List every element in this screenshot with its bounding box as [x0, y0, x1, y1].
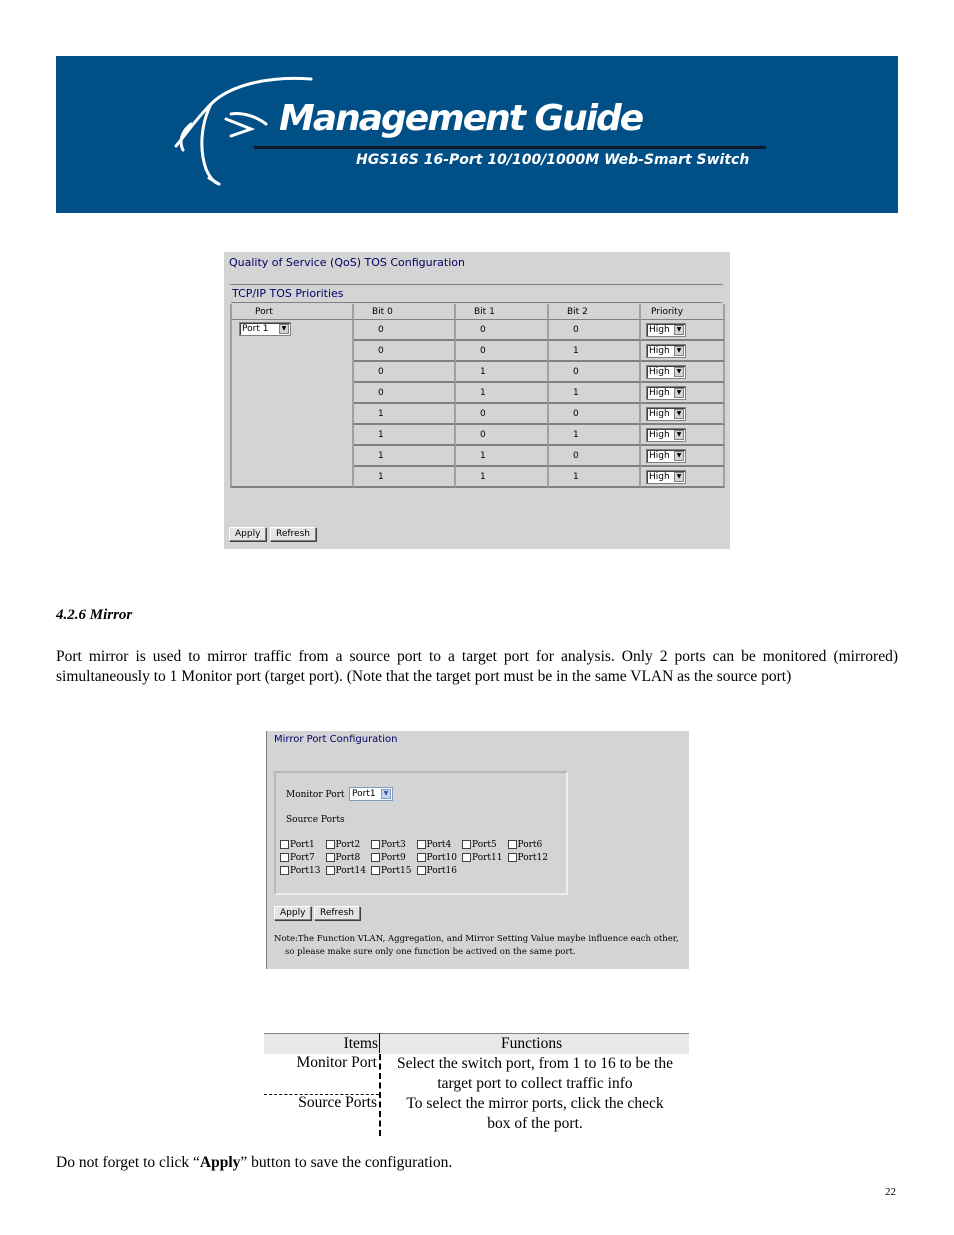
checkbox-icon[interactable]	[371, 853, 380, 862]
chevron-down-icon: ▼	[381, 789, 391, 799]
tos-bit0-cell: 0	[354, 362, 456, 383]
source-port-checkbox[interactable]	[508, 840, 543, 850]
source-ports-label: Source Ports	[286, 815, 345, 825]
qos-apply-button[interactable]: Apply	[229, 527, 266, 541]
source-port-label: Port10	[426, 853, 457, 863]
source-port-label: Port2	[335, 840, 361, 850]
row-function-monitor-port	[381, 1054, 689, 1094]
checkbox-icon[interactable]	[371, 840, 380, 849]
source-port-checkbox[interactable]	[462, 853, 502, 863]
priority-cell	[641, 467, 725, 488]
tos-bit1-cell: 0	[456, 404, 549, 425]
tos-bit2-cell: 1	[549, 383, 641, 404]
tos-bit2-cell: 1	[549, 341, 641, 362]
port-cell	[230, 320, 354, 488]
checkbox-icon[interactable]	[417, 866, 426, 875]
source-port-label: Port6	[517, 840, 543, 850]
source-port-label: Port15	[381, 866, 412, 876]
tos-bit0-cell: 1	[354, 425, 456, 446]
mirror-note-line-2: so please make sure only one function be actived on the same port.	[285, 947, 576, 957]
source-port-label: Port13	[290, 866, 321, 876]
tos-bit1-cell: 0	[456, 320, 549, 341]
checkbox-icon[interactable]	[417, 840, 426, 849]
mirror-refresh-button[interactable]: Refresh	[314, 906, 360, 920]
header-functions: Functions	[501, 1035, 563, 1052]
tos-bit2-cell: 0	[549, 446, 641, 467]
source-port-checkbox[interactable]	[371, 840, 406, 850]
monitor-port-value: Port1	[352, 789, 376, 799]
checkbox-icon[interactable]	[280, 853, 289, 862]
source-port-checkbox[interactable]	[371, 866, 411, 876]
source-port-checkbox[interactable]	[508, 853, 548, 863]
tos-bit2-cell: 0	[549, 404, 641, 425]
page-number: 22	[885, 1186, 896, 1198]
mirror-heading: Mirror Port Configuration	[274, 734, 398, 745]
checkbox-icon[interactable]	[417, 853, 426, 862]
priority-select[interactable]	[646, 428, 686, 442]
priority-cell	[641, 362, 725, 383]
priority-value: High	[649, 408, 670, 419]
source-port-checkbox[interactable]	[280, 866, 320, 876]
source-port-checkbox[interactable]	[462, 840, 497, 850]
priority-select[interactable]	[646, 386, 686, 400]
checkbox-icon[interactable]	[280, 866, 289, 875]
header-banner	[56, 56, 898, 213]
row-item-source-ports: Source Ports	[298, 1094, 377, 1111]
chevron-down-icon: ▼	[674, 409, 684, 419]
chevron-down-icon: ▼	[674, 346, 684, 356]
priority-value: High	[649, 387, 670, 398]
mirror-note-line-1: Note:The Function VLAN, Aggregation, and Mirror Setting Value maybe influence each other,	[274, 934, 679, 944]
source-port-checkbox[interactable]	[326, 840, 361, 850]
checkbox-icon[interactable]	[280, 840, 289, 849]
tos-bit1-cell: 1	[456, 362, 549, 383]
monitor-port-select[interactable]	[349, 787, 393, 801]
priority-select[interactable]	[646, 449, 686, 463]
chevron-down-icon: ▼	[279, 324, 289, 334]
source-port-checkbox[interactable]	[326, 853, 361, 863]
tos-bit0-cell: 0	[354, 320, 456, 341]
footer-instruction	[56, 1154, 452, 1172]
function-line: To select the mirror ports, click the check	[406, 1095, 664, 1112]
tos-bit0-cell: 1	[354, 404, 456, 425]
priority-select[interactable]	[646, 470, 686, 484]
priority-cell	[641, 320, 725, 341]
tos-row	[230, 320, 725, 341]
tos-bit0-cell: 1	[354, 467, 456, 488]
port-select-value: Port 1	[242, 324, 269, 334]
priority-cell	[641, 383, 725, 404]
checkbox-icon[interactable]	[462, 853, 471, 862]
tos-bit2-cell: 1	[549, 467, 641, 488]
banner-rule	[254, 146, 766, 149]
checkbox-icon[interactable]	[508, 853, 517, 862]
col-header-bit1: Bit 1	[456, 304, 549, 320]
mirror-description: Port mirror is used to mirror traffic from a source port to a target port for analysis. Only 2 ports can be monitored (mirrored) simultaneously to 1 Monitor port (target port). (Note that the target port must be in the same VLAN as the source port)	[56, 648, 898, 685]
priority-cell	[641, 425, 725, 446]
chevron-down-icon: ▼	[674, 451, 684, 461]
port-select[interactable]	[239, 322, 291, 336]
priority-value: High	[649, 366, 670, 377]
chevron-down-icon: ▼	[674, 388, 684, 398]
mirror-config-panel	[266, 731, 689, 969]
tos-bit0-cell: 1	[354, 446, 456, 467]
row-function-source-ports	[381, 1094, 689, 1134]
checkbox-icon[interactable]	[326, 866, 335, 875]
checkbox-icon[interactable]	[462, 840, 471, 849]
priority-value: High	[649, 471, 670, 482]
source-port-checkbox[interactable]	[280, 853, 315, 863]
tos-frame-rule	[231, 302, 722, 303]
priority-cell	[641, 446, 725, 467]
tos-bit1-cell: 0	[456, 341, 549, 362]
qos-refresh-button[interactable]: Refresh	[270, 527, 316, 541]
source-port-label: Port12	[517, 853, 548, 863]
chevron-down-icon: ▼	[674, 367, 684, 377]
priority-value: High	[649, 345, 670, 356]
source-port-label: Port11	[472, 853, 503, 863]
source-port-checkbox[interactable]	[326, 866, 366, 876]
tos-table	[230, 304, 725, 488]
source-port-checkbox[interactable]	[417, 840, 452, 850]
qos-heading: Quality of Service (QoS) TOS Configuration	[229, 256, 465, 269]
mirror-apply-button[interactable]: Apply	[274, 906, 311, 920]
source-port-checkbox[interactable]	[417, 853, 457, 863]
footer-text-after: ” button to save the configuration.	[240, 1154, 453, 1171]
checkbox-icon[interactable]	[326, 840, 335, 849]
source-port-label: Port14	[335, 866, 366, 876]
source-port-label: Port8	[335, 853, 361, 863]
mirror-group-box	[274, 771, 568, 895]
tos-bit1-cell: 1	[456, 383, 549, 404]
chevron-down-icon: ▼	[674, 472, 684, 482]
col-header-bit2: Bit 2	[549, 304, 641, 320]
header-items: Items	[343, 1035, 378, 1052]
col-header-port: Port	[230, 304, 354, 320]
source-port-label: Port7	[290, 853, 315, 863]
functions-table-header	[264, 1033, 689, 1054]
checkbox-icon[interactable]	[326, 853, 335, 862]
source-port-checkbox[interactable]	[417, 866, 457, 876]
monitor-port-label: Monitor Port	[286, 790, 345, 800]
tos-frame-label: TCP/IP TOS Priorities	[232, 287, 344, 300]
banner-subtitle: HGS16S 16-Port 10/100/1000M Web-Smart Switch	[356, 152, 750, 168]
tos-bit2-cell: 0	[549, 362, 641, 383]
function-line: box of the port.	[487, 1115, 583, 1132]
source-port-label: Port5	[472, 840, 497, 850]
section-title: 4.2.6 Mirror	[56, 607, 133, 623]
priority-select[interactable]	[646, 365, 686, 379]
tos-bit2-cell: 0	[549, 320, 641, 341]
col-header-bit0: Bit 0	[354, 304, 456, 320]
checkbox-icon[interactable]	[508, 840, 517, 849]
tos-bit2-cell: 1	[549, 425, 641, 446]
qos-config-panel	[224, 252, 730, 549]
source-port-label: Port4	[426, 840, 452, 850]
source-port-checkbox[interactable]	[371, 853, 406, 863]
source-port-label: Port9	[381, 853, 406, 863]
chevron-down-icon: ▼	[674, 430, 684, 440]
priority-value: High	[649, 450, 670, 461]
mirror-note	[274, 933, 679, 959]
priority-select[interactable]	[646, 407, 686, 421]
source-port-label: Port1	[290, 840, 315, 850]
tos-bit1-cell: 0	[456, 425, 549, 446]
tos-bit1-cell: 1	[456, 467, 549, 488]
tos-bit0-cell: 0	[354, 341, 456, 362]
col-header-priority: Priority	[641, 304, 725, 320]
source-port-label: Port16	[426, 866, 457, 876]
chevron-down-icon: ▼	[674, 325, 684, 335]
priority-value: High	[649, 429, 670, 440]
source-port-checkbox[interactable]	[280, 840, 315, 850]
tos-bit0-cell: 0	[354, 383, 456, 404]
tos-bit1-cell: 1	[456, 446, 549, 467]
source-port-label: Port3	[381, 840, 406, 850]
row-item-monitor-port: Monitor Port	[296, 1054, 377, 1071]
priority-cell	[641, 404, 725, 425]
footer-apply-emphasis: Apply	[199, 1154, 241, 1171]
priority-value: High	[649, 324, 670, 335]
priority-select[interactable]	[646, 344, 686, 358]
function-line: target port to collect traffic info	[437, 1075, 633, 1092]
priority-cell	[641, 341, 725, 362]
header-divider	[379, 1033, 380, 1053]
priority-select[interactable]	[646, 323, 686, 337]
function-line: Select the switch port, from 1 to 16 to be the	[397, 1055, 673, 1072]
banner-title: Management Guide	[279, 98, 643, 139]
footer-text-before: Do not forget to click “	[56, 1154, 200, 1171]
checkbox-icon[interactable]	[371, 866, 380, 875]
